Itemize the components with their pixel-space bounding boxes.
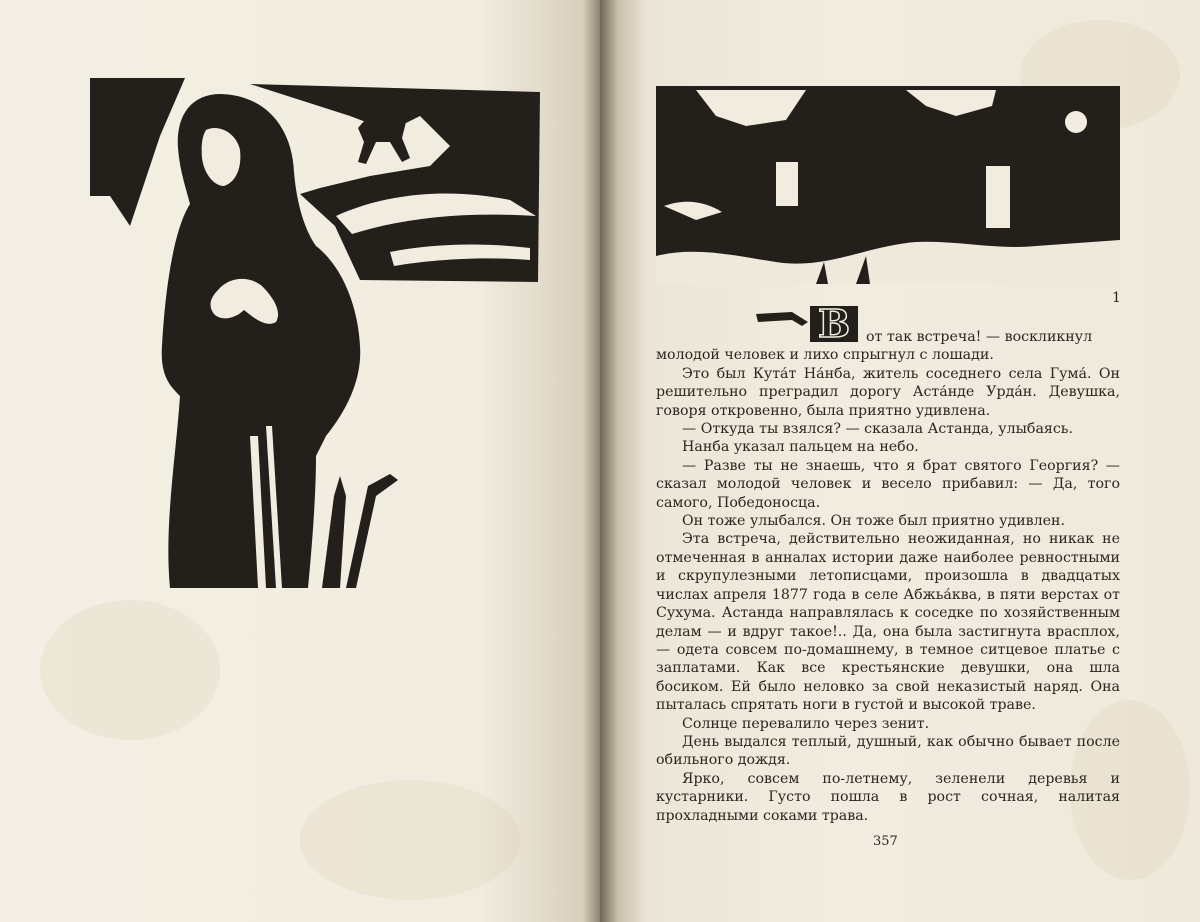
paragraph: Эта встреча, действительно неожиданная, но никак не отмеченная в анналах истории даже наиболее ревностными и скрупулезными летописцами, произошла в двадцатых числах апреля 1877 года в селе Абжьа́ква, в пяти верстах от Сухума. Астанда направлялась к соседке по хозяйственным делам — и вдруг такое!.. Да, она была застигнута врасплох, — одета совсем по-домашнему, в темное ситцевое платье с заплатами. Как все крестьянские девушки, она шла босиком. Ей было неловко за свой неказистый наряд. Она пыталась спрятать ноги в густой и высокой траве.: [656, 531, 1120, 714]
woodcut-house-moon-illustration: [656, 86, 1120, 290]
paragraph: День выдался теплый, душный, как обычно бывает после обильного дождя.: [656, 733, 1120, 769]
dropcap-letter: В: [817, 302, 851, 342]
paragraph: Солнце перевалило через зенит.: [682, 715, 930, 732]
paragraph: Ярко, совсем по-летнему, зеленели деревья и кустарники. Густо пошла в рост сочная, налитая прохладными соками трава.: [656, 770, 1120, 824]
woodcut-girl-rider-illustration: [90, 76, 550, 606]
paragraph: Это был Кута́т На́нба, житель соседнего села Гума́. Он решительно преградил дорогу Аста́нде Урда́н. Девушка, говоря откровенно, была приятно удивлена.: [656, 365, 1120, 419]
paragraph: молодой человек и лихо спрыгнул с лошади.: [656, 347, 994, 364]
page-number: 357: [873, 834, 898, 849]
chapter-text: [656, 328, 1120, 825]
paragraph: Нанба указал пальцем на небо.: [682, 439, 919, 456]
paragraph: Он тоже улыбался. Он тоже был приятно удивлен.: [682, 513, 1066, 530]
first-line: от так встреча! — воскликнул: [866, 329, 1093, 345]
paragraph: — Разве ты не знаешь, что я брат святого Георгия? — сказал молодой человек и весело прибавил: — Да, того самого, Победоносца.: [656, 457, 1120, 511]
chapter-number: 1: [1112, 290, 1121, 306]
paragraph: — Откуда ты взялся? — сказала Астанда, улыбаясь.: [682, 421, 1074, 438]
